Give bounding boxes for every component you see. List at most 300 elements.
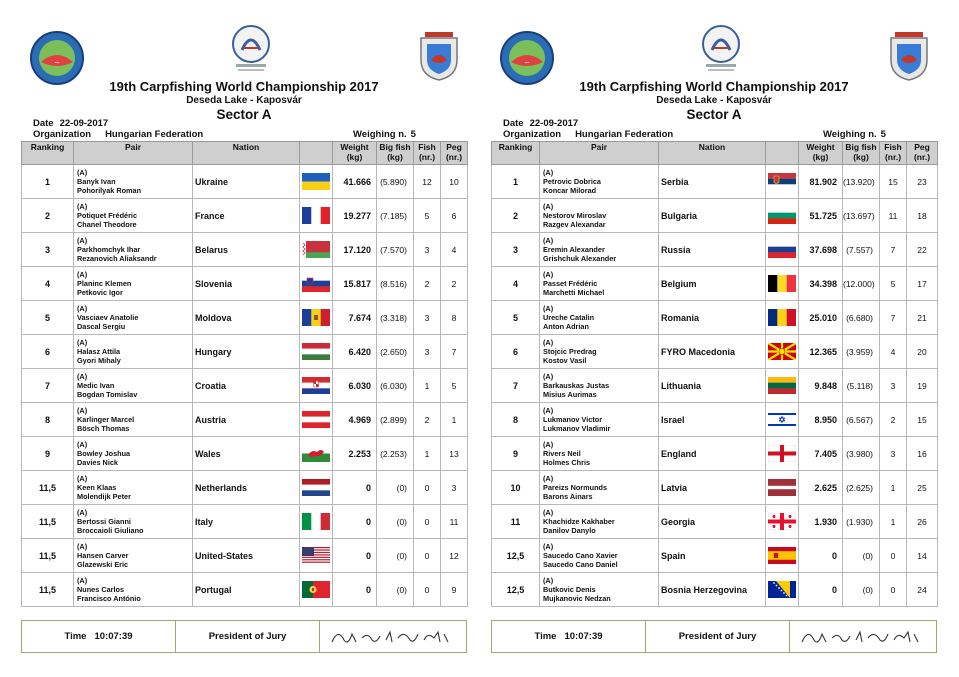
pair-cell bbox=[74, 301, 193, 335]
pair-cell bbox=[74, 437, 193, 471]
svg-text:~: ~ bbox=[54, 59, 60, 67]
rank-cell: 3 bbox=[22, 233, 74, 267]
mohosz-logo bbox=[415, 30, 463, 82]
fish-cell: 2 bbox=[414, 403, 441, 437]
weighing-line bbox=[353, 129, 416, 140]
bulgaria-flag-icon bbox=[768, 207, 796, 224]
england-flag-icon bbox=[768, 445, 796, 462]
nation-cell: England bbox=[659, 437, 766, 471]
pair-cell bbox=[540, 233, 659, 267]
table-row bbox=[22, 267, 468, 301]
weight-cell: 6.030 bbox=[333, 369, 377, 403]
pair-cell bbox=[540, 267, 659, 301]
pair-prefix: (A) bbox=[77, 440, 88, 449]
rank-cell: 11,5 bbox=[22, 539, 74, 573]
fish-cell: 3 bbox=[880, 369, 907, 403]
pair-cell bbox=[74, 165, 193, 199]
peg-cell: 25 bbox=[907, 471, 938, 505]
pair-prefix: (A) bbox=[77, 576, 88, 585]
nation-cell: Bulgaria bbox=[659, 199, 766, 233]
romania-flag-icon bbox=[768, 309, 796, 326]
nation-cell: Spain bbox=[659, 539, 766, 573]
pair-name-1: Petrovic Dobrica bbox=[543, 177, 601, 186]
belgium-flag-icon bbox=[768, 275, 796, 292]
weight-cell: 0 bbox=[333, 471, 377, 505]
bigfish-cell: (0) bbox=[377, 505, 414, 539]
weight-cell: 4.969 bbox=[333, 403, 377, 437]
weight-cell: 8.950 bbox=[799, 403, 843, 437]
fish-cell: 2 bbox=[414, 267, 441, 301]
israel-flag-icon bbox=[768, 411, 796, 428]
pair-name-2: Gyori Mihaly bbox=[77, 356, 121, 365]
pair-cell bbox=[74, 267, 193, 301]
fish-cell: 0 bbox=[414, 539, 441, 573]
table-row bbox=[492, 267, 938, 301]
peg-cell: 12 bbox=[441, 539, 468, 573]
pair-cell bbox=[74, 403, 193, 437]
flag-cell bbox=[300, 165, 333, 199]
pair-cell bbox=[540, 369, 659, 403]
col-bigfish: Big fish (kg) bbox=[377, 142, 414, 165]
pair-name-2: Rezanovich Aliaksandr bbox=[77, 254, 157, 263]
rank-cell: 9 bbox=[22, 437, 74, 471]
pair-cell bbox=[540, 505, 659, 539]
col-weight: Weight (kg) bbox=[799, 142, 843, 165]
time-cell bbox=[22, 621, 176, 652]
pair-prefix: (A) bbox=[543, 202, 554, 211]
flag-cell bbox=[766, 471, 799, 505]
nation-cell: Wales bbox=[193, 437, 300, 471]
flag-cell bbox=[300, 573, 333, 607]
table-row bbox=[22, 335, 468, 369]
peg-cell: 6 bbox=[441, 199, 468, 233]
weight-cell: 6.420 bbox=[333, 335, 377, 369]
peg-cell: 11 bbox=[441, 505, 468, 539]
flag-cell bbox=[300, 471, 333, 505]
pair-name-2: Pohorilyak Roman bbox=[77, 186, 142, 195]
bigfish-cell: (7.185) bbox=[377, 199, 414, 233]
rank-cell: 9 bbox=[492, 437, 540, 471]
pair-name-1: Potiquet Frédéric bbox=[77, 211, 138, 220]
pair-prefix: (A) bbox=[543, 474, 554, 483]
nation-cell: FYRO Macedonia bbox=[659, 335, 766, 369]
bigfish-cell: (6.567) bbox=[843, 403, 880, 437]
pair-name-2: Bogdan Tomislav bbox=[77, 390, 138, 399]
fish-cell: 0 bbox=[880, 573, 907, 607]
col-flag bbox=[300, 142, 333, 165]
weight-cell: 51.725 bbox=[799, 199, 843, 233]
svg-text:~: ~ bbox=[524, 59, 530, 67]
pair-name-2: Mujkanovic Nedzan bbox=[543, 594, 611, 603]
time-label: Time bbox=[64, 631, 87, 642]
pair-prefix: (A) bbox=[543, 338, 554, 347]
bigfish-cell: (0) bbox=[377, 471, 414, 505]
pair-name-2: Barons Ainars bbox=[543, 492, 593, 501]
flag-cell bbox=[766, 437, 799, 471]
table-header-row bbox=[22, 142, 468, 165]
date-line bbox=[33, 118, 108, 129]
pair-name-1: Parkhomchyk Ihar bbox=[77, 245, 141, 254]
signature-image bbox=[328, 624, 458, 650]
bigfish-cell: (6.030) bbox=[377, 369, 414, 403]
pair-name-1: Stojcic Predrag bbox=[543, 347, 597, 356]
flag-cell bbox=[766, 505, 799, 539]
table-row bbox=[492, 301, 938, 335]
president-label: President of Jury bbox=[208, 631, 287, 642]
pair-prefix: (A) bbox=[77, 304, 88, 313]
pair-name-2: Bösch Thomas bbox=[77, 424, 130, 433]
date-label: Date bbox=[503, 118, 524, 129]
netherlands-flag-icon bbox=[302, 479, 330, 496]
pair-prefix: (A) bbox=[543, 304, 554, 313]
bigfish-cell: (3.959) bbox=[843, 335, 880, 369]
pair-name-2: Grishchuk Alexander bbox=[543, 254, 617, 263]
rank-cell: 6 bbox=[22, 335, 74, 369]
bigfish-cell: (0) bbox=[377, 539, 414, 573]
table-row bbox=[492, 199, 938, 233]
peg-cell: 1 bbox=[441, 403, 468, 437]
organization-line bbox=[503, 129, 673, 140]
weighing-line bbox=[823, 129, 886, 140]
serbia-flag-icon bbox=[768, 173, 796, 190]
pair-name-1: Nunes Carlos bbox=[77, 585, 125, 594]
sector-title: Sector A bbox=[216, 107, 272, 122]
table-row bbox=[22, 369, 468, 403]
peg-cell: 8 bbox=[441, 301, 468, 335]
fish-cell: 0 bbox=[414, 505, 441, 539]
pair-cell bbox=[74, 505, 193, 539]
time-value: 10:07:39 bbox=[564, 631, 603, 642]
pair-prefix: (A) bbox=[543, 440, 554, 449]
pair-name-1: Banyk Ivan bbox=[77, 177, 116, 186]
hungary-flag-icon bbox=[302, 343, 330, 360]
weight-cell: 15.817 bbox=[333, 267, 377, 301]
flag-cell bbox=[766, 301, 799, 335]
pair-name-2: Marchetti Michael bbox=[543, 288, 605, 297]
weight-cell: 0 bbox=[333, 573, 377, 607]
weight-cell: 2.625 bbox=[799, 471, 843, 505]
venue-subtitle: Deseda Lake - Kaposvár bbox=[656, 95, 772, 106]
pair-cell bbox=[74, 335, 193, 369]
pair-prefix: (A) bbox=[543, 270, 554, 279]
pair-name-1: Ureche Catalin bbox=[543, 313, 595, 322]
bigfish-cell: (0) bbox=[843, 539, 880, 573]
col-fish: Fish (nr.) bbox=[414, 142, 441, 165]
pair-name-2: Anton Adrian bbox=[543, 322, 589, 331]
pair-name-2: Molendijk Peter bbox=[77, 492, 131, 501]
organization-value: Hungarian Federation bbox=[105, 129, 204, 140]
bigfish-cell: (0) bbox=[377, 573, 414, 607]
weight-cell: 7.674 bbox=[333, 301, 377, 335]
pair-name-2: Glazewski Eric bbox=[77, 560, 129, 569]
pair-prefix: (A) bbox=[77, 270, 88, 279]
georgia-flag-icon bbox=[768, 513, 796, 530]
nation-cell: Italy bbox=[193, 505, 300, 539]
col-peg: Peg (nr.) bbox=[907, 142, 938, 165]
france-flag-icon bbox=[302, 207, 330, 224]
weight-cell: 41.666 bbox=[333, 165, 377, 199]
pair-prefix: (A) bbox=[77, 508, 88, 517]
nation-cell: Netherlands bbox=[193, 471, 300, 505]
bigfish-cell: (2.899) bbox=[377, 403, 414, 437]
flag-cell bbox=[766, 199, 799, 233]
flag-cell bbox=[766, 233, 799, 267]
pair-cell bbox=[540, 573, 659, 607]
signature-image bbox=[798, 624, 928, 650]
bigfish-cell: (0) bbox=[843, 573, 880, 607]
rank-cell: 5 bbox=[22, 301, 74, 335]
pair-name-2: Dascal Sergiu bbox=[77, 322, 126, 331]
pair-name-2: Davies Nick bbox=[77, 458, 118, 467]
president-cell bbox=[646, 621, 790, 652]
pair-prefix: (A) bbox=[77, 168, 88, 177]
pair-name-2: Kostov Vasil bbox=[543, 356, 587, 365]
president-cell bbox=[176, 621, 320, 652]
nation-cell: France bbox=[193, 199, 300, 233]
weight-cell: 0 bbox=[799, 539, 843, 573]
results-table bbox=[491, 141, 938, 607]
flag-cell bbox=[300, 403, 333, 437]
fish-cell: 15 bbox=[880, 165, 907, 199]
pair-cell bbox=[540, 165, 659, 199]
table-header-row bbox=[492, 142, 938, 165]
date-value: 22-09-2017 bbox=[59, 118, 109, 129]
pair-name-1: Keen Klaas bbox=[77, 483, 117, 492]
table-row bbox=[22, 437, 468, 471]
pair-name-2: Petkovic Igor bbox=[77, 288, 123, 297]
croatia-flag-icon bbox=[302, 377, 330, 394]
pair-cell bbox=[540, 403, 659, 437]
time-value: 10:07:39 bbox=[94, 631, 133, 642]
pair-prefix: (A) bbox=[77, 372, 88, 381]
pair-name-2: Chanel Theodore bbox=[77, 220, 137, 229]
fish-cell: 3 bbox=[414, 233, 441, 267]
weight-cell: 19.277 bbox=[333, 199, 377, 233]
rank-cell: 8 bbox=[492, 403, 540, 437]
pair-prefix: (A) bbox=[543, 508, 554, 517]
macedonia-flag-icon bbox=[768, 343, 796, 360]
col-peg: Peg (nr.) bbox=[441, 142, 468, 165]
table-row bbox=[22, 301, 468, 335]
bigfish-cell: (8.516) bbox=[377, 267, 414, 301]
pair-name-1: Passet Frédéric bbox=[543, 279, 598, 288]
pair-name-2: Holmes Chris bbox=[543, 458, 591, 467]
peg-cell: 21 bbox=[907, 301, 938, 335]
pair-name-2: Broccaioli Giuliano bbox=[77, 526, 144, 535]
pair-name-1: Lukmanov Victor bbox=[543, 415, 603, 424]
table-row bbox=[492, 573, 938, 607]
pair-name-1: Vasciaev Anatolie bbox=[77, 313, 139, 322]
rank-cell: 7 bbox=[492, 369, 540, 403]
rank-cell: 7 bbox=[22, 369, 74, 403]
president-label: President of Jury bbox=[678, 631, 757, 642]
table-row bbox=[22, 539, 468, 573]
bigfish-cell: (7.570) bbox=[377, 233, 414, 267]
peg-cell: 16 bbox=[907, 437, 938, 471]
bigfish-cell: (13.920) bbox=[843, 165, 880, 199]
signature-cell bbox=[320, 621, 466, 652]
fish-cell: 7 bbox=[880, 301, 907, 335]
peg-cell: 19 bbox=[907, 369, 938, 403]
pair-name-1: Halasz Attila bbox=[77, 347, 121, 356]
results-sheet-left bbox=[13, 0, 475, 677]
results-sheet-right bbox=[483, 0, 945, 677]
fish-cell: 5 bbox=[880, 267, 907, 301]
rank-cell: 2 bbox=[22, 199, 74, 233]
rank-cell: 11,5 bbox=[22, 573, 74, 607]
pair-prefix: (A) bbox=[77, 236, 88, 245]
fish-cell: 0 bbox=[880, 539, 907, 573]
pair-cell bbox=[540, 471, 659, 505]
rank-cell: 1 bbox=[22, 165, 74, 199]
pair-prefix: (A) bbox=[543, 406, 554, 415]
pair-name-1: Nestorov Miroslav bbox=[543, 211, 607, 220]
peg-cell: 4 bbox=[441, 233, 468, 267]
pair-name-2: Lukmanov Vladimir bbox=[543, 424, 611, 433]
table-row bbox=[492, 369, 938, 403]
pair-name-1: Saucedo Cano Xavier bbox=[543, 551, 618, 560]
footer-bar bbox=[491, 620, 937, 653]
col-bigfish: Big fish (kg) bbox=[843, 142, 880, 165]
championship-logo bbox=[698, 24, 744, 76]
nation-cell: Romania bbox=[659, 301, 766, 335]
flag-cell bbox=[300, 335, 333, 369]
rank-cell: 8 bbox=[22, 403, 74, 437]
fish-cell: 12 bbox=[414, 165, 441, 199]
rank-cell: 12,5 bbox=[492, 539, 540, 573]
rank-cell: 11 bbox=[492, 505, 540, 539]
table-row bbox=[22, 233, 468, 267]
col-ranking: Ranking bbox=[492, 142, 540, 165]
footer-bar bbox=[21, 620, 467, 653]
weight-cell: 1.930 bbox=[799, 505, 843, 539]
date-label: Date bbox=[33, 118, 54, 129]
table-row bbox=[492, 471, 938, 505]
table-row bbox=[22, 471, 468, 505]
sector-title: Sector A bbox=[686, 107, 742, 122]
peg-cell: 5 bbox=[441, 369, 468, 403]
organization-value: Hungarian Federation bbox=[575, 129, 674, 140]
pair-name-1: Rivers Neil bbox=[543, 449, 581, 458]
flag-cell bbox=[300, 505, 333, 539]
fish-cell: 0 bbox=[414, 471, 441, 505]
bigfish-cell: (5.890) bbox=[377, 165, 414, 199]
flag-cell bbox=[766, 539, 799, 573]
nation-cell: Georgia bbox=[659, 505, 766, 539]
nation-cell: Belarus bbox=[193, 233, 300, 267]
pair-prefix: (A) bbox=[543, 576, 554, 585]
pair-name-1: Khachidze Kakhaber bbox=[543, 517, 615, 526]
peg-cell: 3 bbox=[441, 471, 468, 505]
rank-cell: 4 bbox=[22, 267, 74, 301]
flag-cell bbox=[300, 437, 333, 471]
peg-cell: 9 bbox=[441, 573, 468, 607]
table-row bbox=[492, 233, 938, 267]
rank-cell: 2 bbox=[492, 199, 540, 233]
col-nation: Nation bbox=[659, 142, 766, 165]
table-row bbox=[492, 403, 938, 437]
pair-prefix: (A) bbox=[543, 168, 554, 177]
rank-cell: 3 bbox=[492, 233, 540, 267]
bigfish-cell: (1.930) bbox=[843, 505, 880, 539]
peg-cell: 24 bbox=[907, 573, 938, 607]
peg-cell: 10 bbox=[441, 165, 468, 199]
col-pair: Pair bbox=[540, 142, 659, 165]
table-row bbox=[22, 165, 468, 199]
peg-cell: 15 bbox=[907, 403, 938, 437]
pair-name-1: Planinc Klemen bbox=[77, 279, 132, 288]
col-fish: Fish (nr.) bbox=[880, 142, 907, 165]
weighing-value: 5 bbox=[880, 129, 886, 140]
fish-cell: 4 bbox=[880, 335, 907, 369]
col-flag bbox=[766, 142, 799, 165]
bigfish-cell: (3.980) bbox=[843, 437, 880, 471]
flag-cell bbox=[300, 199, 333, 233]
nation-cell: Lithuania bbox=[659, 369, 766, 403]
nation-cell: Moldova bbox=[193, 301, 300, 335]
championship-logo bbox=[228, 24, 274, 76]
belarus-flag-icon bbox=[302, 241, 330, 258]
col-nation: Nation bbox=[193, 142, 300, 165]
pair-cell bbox=[74, 471, 193, 505]
nation-cell: Portugal bbox=[193, 573, 300, 607]
rank-cell: 12,5 bbox=[492, 573, 540, 607]
pair-cell bbox=[540, 199, 659, 233]
nation-cell: Belgium bbox=[659, 267, 766, 301]
pair-name-1: Barkauskas Justas bbox=[543, 381, 610, 390]
fish-cell: 3 bbox=[880, 437, 907, 471]
fips-logo bbox=[29, 30, 85, 86]
flag-cell bbox=[766, 335, 799, 369]
pair-prefix: (A) bbox=[77, 338, 88, 347]
col-pair: Pair bbox=[74, 142, 193, 165]
pair-cell bbox=[74, 539, 193, 573]
fish-cell: 7 bbox=[880, 233, 907, 267]
table-row bbox=[22, 403, 468, 437]
fish-cell: 0 bbox=[414, 573, 441, 607]
pair-name-2: Razgev Alexandar bbox=[543, 220, 606, 229]
nation-cell: Israel bbox=[659, 403, 766, 437]
pair-name-1: Eremin Alexander bbox=[543, 245, 605, 254]
table-row bbox=[492, 335, 938, 369]
rank-cell: 5 bbox=[492, 301, 540, 335]
weight-cell: 37.698 bbox=[799, 233, 843, 267]
rank-cell: 4 bbox=[492, 267, 540, 301]
rank-cell: 6 bbox=[492, 335, 540, 369]
pair-cell bbox=[74, 369, 193, 403]
fish-cell: 2 bbox=[880, 403, 907, 437]
wales-flag-icon bbox=[302, 445, 330, 462]
peg-cell: 26 bbox=[907, 505, 938, 539]
signature-cell bbox=[790, 621, 936, 652]
time-label: Time bbox=[534, 631, 557, 642]
flag-cell bbox=[300, 369, 333, 403]
fish-cell: 1 bbox=[880, 505, 907, 539]
usa-flag-icon bbox=[302, 547, 330, 564]
fish-cell: 1 bbox=[414, 369, 441, 403]
page-title: 19th Carpfishing World Championship 2017 bbox=[109, 79, 379, 94]
bosnia-flag-icon bbox=[768, 581, 796, 598]
nation-cell: Croatia bbox=[193, 369, 300, 403]
col-weight: Weight (kg) bbox=[333, 142, 377, 165]
fips-logo bbox=[499, 30, 555, 86]
weight-cell: 12.365 bbox=[799, 335, 843, 369]
table-row bbox=[492, 539, 938, 573]
flag-cell bbox=[766, 573, 799, 607]
peg-cell: 20 bbox=[907, 335, 938, 369]
col-ranking: Ranking bbox=[22, 142, 74, 165]
rank-cell: 11,5 bbox=[22, 505, 74, 539]
